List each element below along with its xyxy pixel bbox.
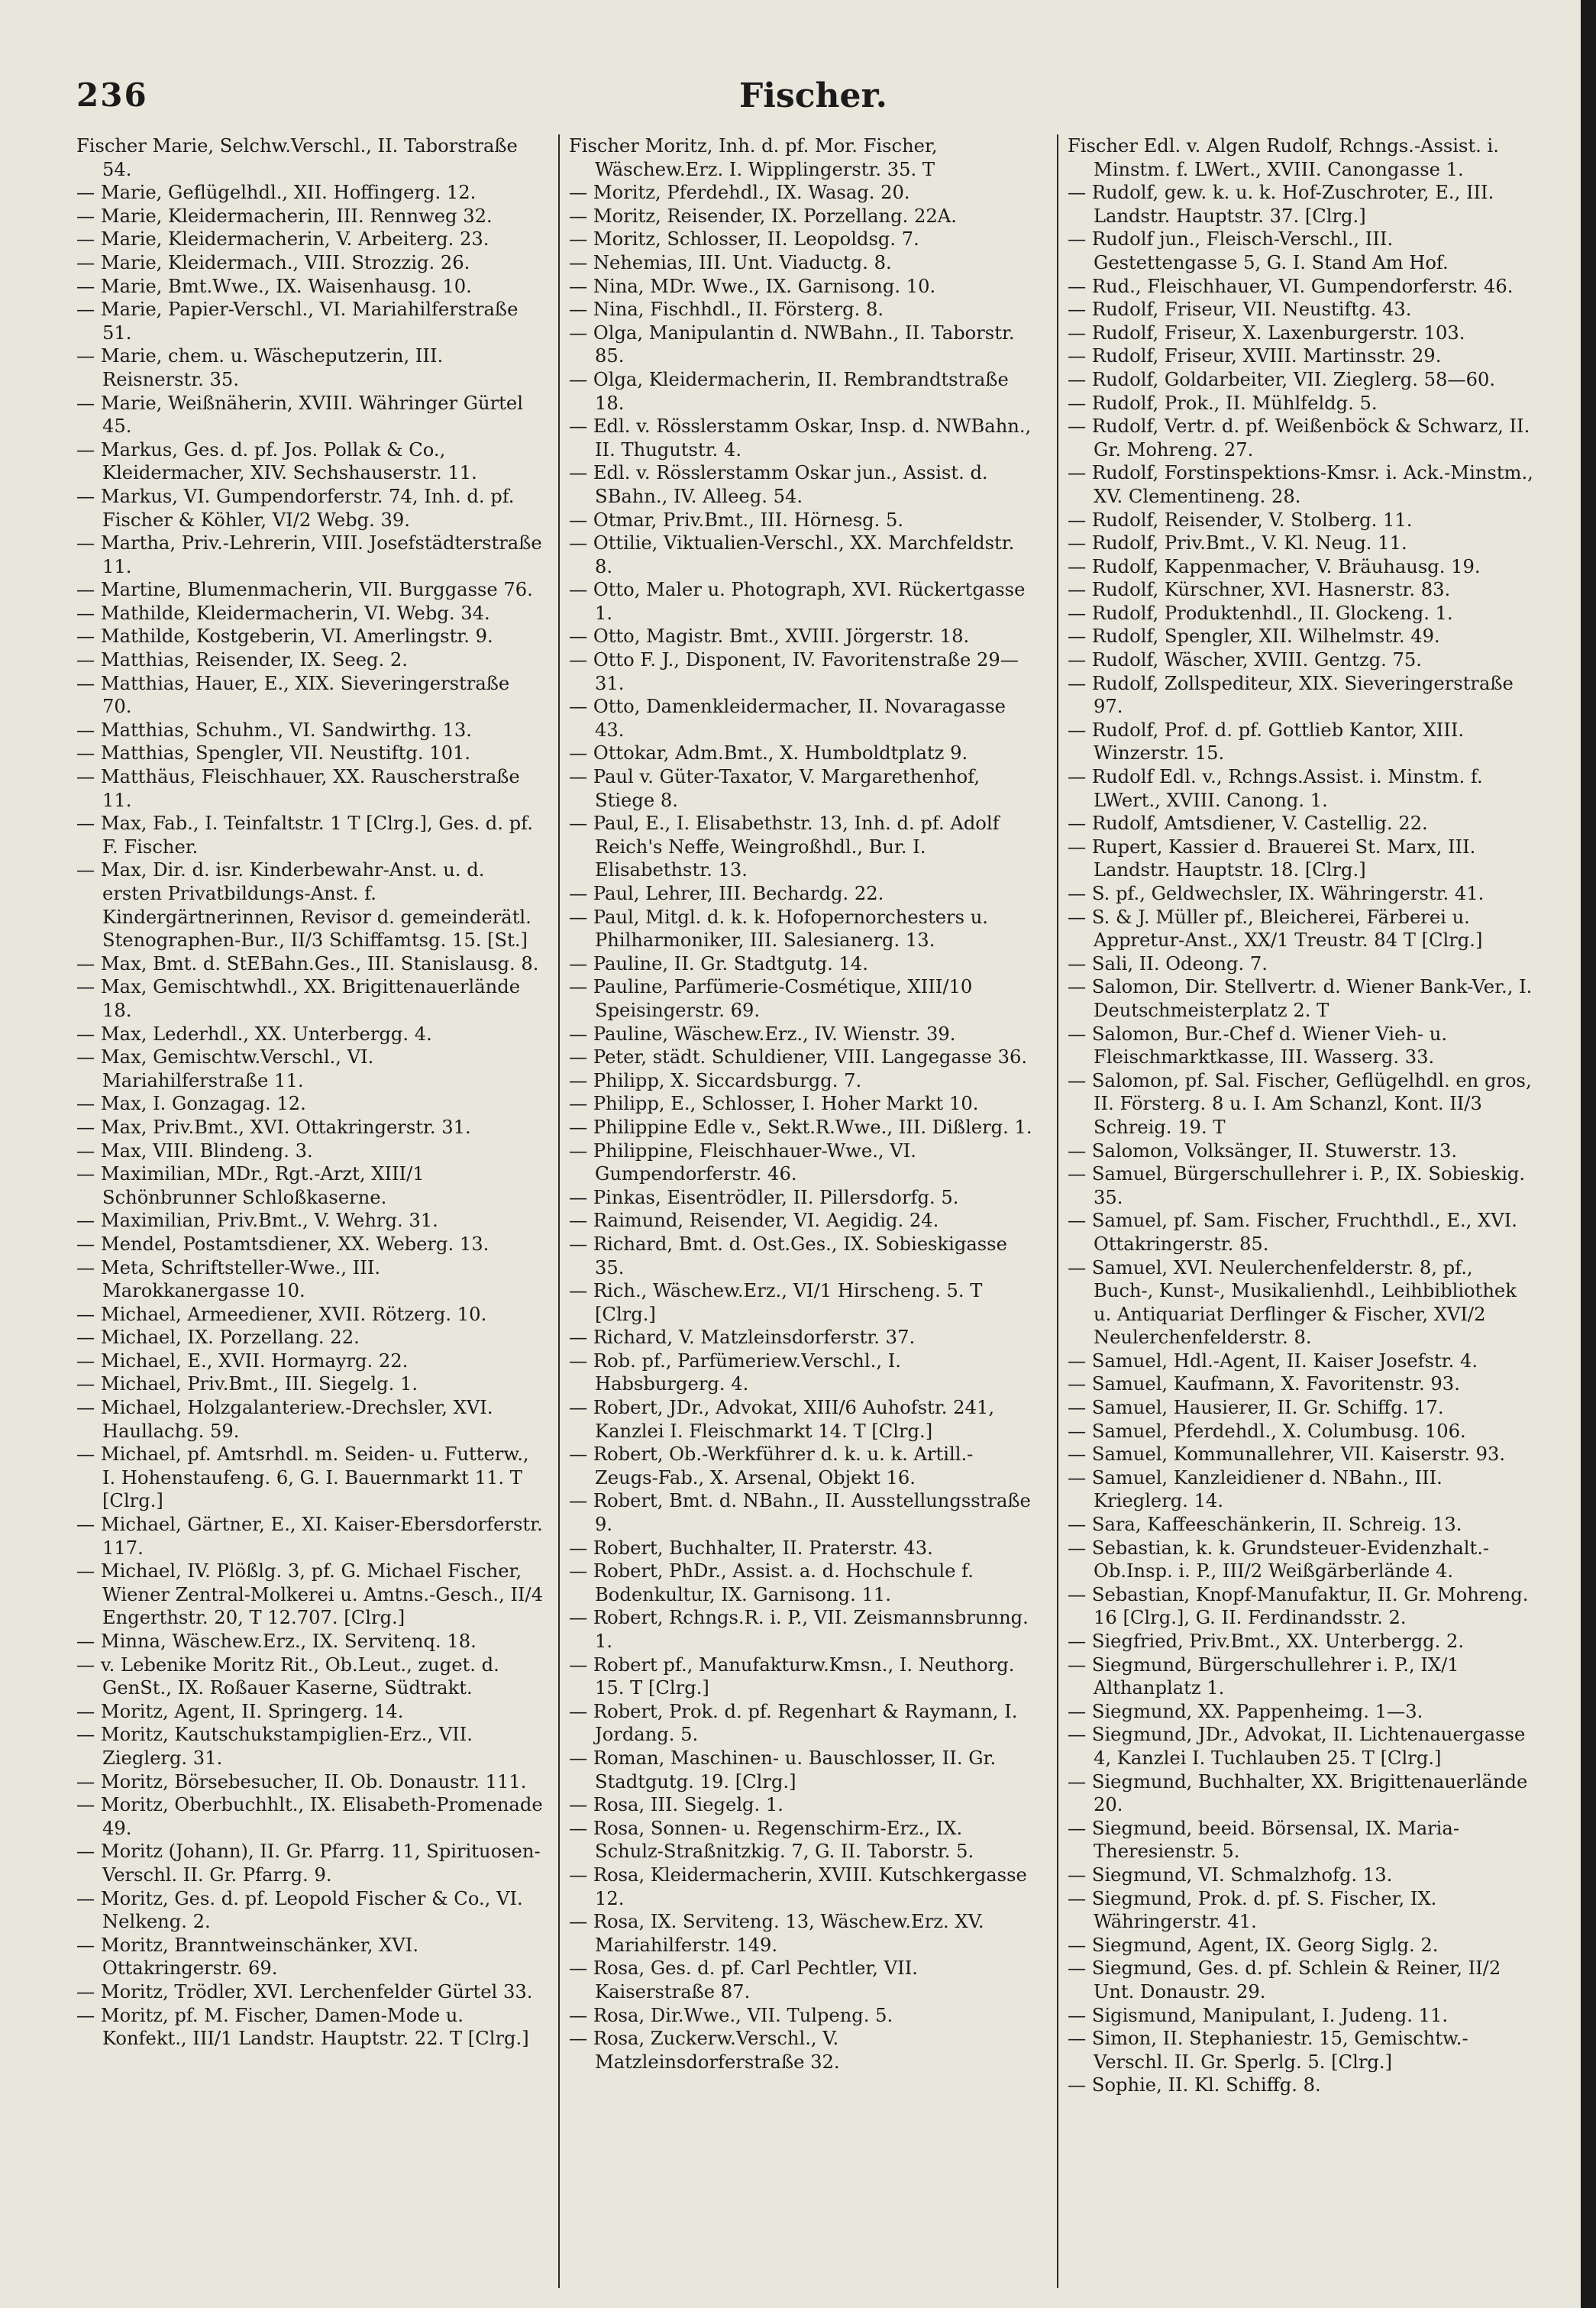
column-3	[1068, 134, 1535, 2296]
directory-entry: — Samuel, Kaufmann, X. Favoritenstr. 93.	[1068, 1373, 1460, 1395]
directory-entry: — Michael, IV. Plößlg. 3, pf. G. Michael Fischer, Wiener Zentral-Molkerei u. Amtns.-Gesch., II/4 Engerthstr. 20, T 12.707. [Clrg.]	[76, 1560, 544, 1629]
directory-entry: — Otto, Magistr. Bmt., XVIII. Jörgerstr. 18.	[569, 625, 970, 648]
directory-entry: — Moritz, Schlosser, II. Leopoldsg. 7.	[569, 228, 919, 251]
directory-entry: — Mathilde, Kostgeberin, VI. Amerlingstr. 9.	[76, 625, 493, 648]
directory-entry: — Paul v. Güter-Taxator, V. Margarethenhof, Stiege 8.	[569, 766, 981, 811]
directory-entry: — Matthäus, Fleischhauer, XX. Rauscherstraße 11.	[76, 766, 520, 811]
directory-entry: — Samuel, Bürgerschullehrer i. P., IX. Sobieskig. 35.	[1068, 1163, 1526, 1208]
directory-entry: — Martine, Blumenmacherin, VII. Burggasse 76.	[76, 579, 533, 601]
directory-entry: — Max, Priv.Bmt., XVI. Ottakringerstr. 31.	[76, 1116, 471, 1138]
directory-entry: — Siegfried, Priv.Bmt., XX. Unterbergg. 2.	[1068, 1631, 1465, 1652]
directory-entry: — Samuel, pf. Sam. Fischer, Fruchthdl., E., XVI. Ottakringerstr. 85.	[1068, 1210, 1517, 1255]
directory-entry: — Marie, Kleidermach., VIII. Strozzig. 26.	[76, 251, 470, 273]
column-divider	[558, 134, 560, 2288]
directory-entry: — Rudolf, Zollspediteur, XIX. Sieveringerstraße 97.	[1068, 672, 1514, 718]
directory-entry: — S. pf., Geldwechsler, IX. Währingerstr. 41.	[1068, 883, 1485, 904]
directory-entry: — Max, Fab., I. Teinfaltstr. 1 T [Clrg.], Ges. d. pf. F. Fischer.	[76, 813, 533, 858]
directory-entry: — Mendel, Postamtsdiener, XX. Weberg. 13.	[76, 1233, 489, 1255]
directory-entry: — Maximilian, Priv.Bmt., V. Wehrg. 31.	[76, 1210, 438, 1232]
directory-entry: — Rud., Fleischhauer, VI. Gumpendorferstr. 46.	[1068, 275, 1514, 297]
directory-entry: — Mathilde, Kleidermacherin, VI. Webg. 34.	[76, 602, 490, 624]
directory-entry: — Edl. v. Rösslerstamm Oskar jun., Assist. d. SBahn., IV. Alleeg. 54.	[569, 462, 988, 507]
page-edge-shadow	[1581, 0, 1596, 2308]
directory-entry: — Michael, Armeediener, XVII. Rötzerg. 10.	[76, 1303, 487, 1325]
directory-entry: — Roman, Maschinen- u. Bauschlosser, II. Gr. Stadtgutg. 19. [Clrg.]	[569, 1747, 997, 1792]
directory-entry: — Rich., Wäschew.Erz., VI/1 Hirscheng. 5. T [Clrg.]	[569, 1280, 983, 1325]
directory-entry: — Robert, JDr., Advokat, XIII/6 Auhofstr. 241, Kanzlei I. Fleischmarkt 14. T [Clrg.]	[569, 1397, 995, 1442]
directory-entry: — Rudolf, Prok., II. Mühlfeldg. 5.	[1068, 392, 1378, 414]
directory-entry: — Raimund, Reisender, VI. Aegidig. 24.	[569, 1210, 939, 1232]
directory-entry: — Richard, V. Matzleinsdorferstr. 37.	[569, 1327, 916, 1349]
directory-entry: — Pauline, II. Gr. Stadtgutg. 14.	[569, 952, 868, 975]
directory-entry: — Max, Dir. d. isr. Kinderbewahr-Anst. u. d. ersten Privatbildungs-Anst. f. Kindergärtnerinnen, Revisor d. gemeinderätl. Stenographen-Bur., II/3 Schiffamtsg. 15. [St.]	[76, 859, 531, 952]
directory-entry: — Rudolf, Friseur, X. Laxenburgerstr. 103.	[1068, 322, 1465, 344]
directory-entry: — Matthias, Schuhm., VI. Sandwirthg. 13.	[76, 719, 472, 741]
directory-entry: — Siegmund, Ges. d. pf. Schlein & Reiner, II/2 Unt. Donaustr. 29.	[1068, 1957, 1501, 2003]
page-number: 236	[76, 76, 148, 114]
directory-entry: — Marie, Weißnäherin, XVIII. Währinger Gürtel 45.	[76, 392, 523, 438]
directory-entry: — Moritz, Branntweinschänker, XVI. Ottakringerstr. 69.	[76, 1934, 419, 1980]
directory-entry: — Moritz (Johann), II. Gr. Pfarrg. 11, Spirituosen-Verschl. II. Gr. Pfarrg. 9.	[76, 1841, 541, 1886]
directory-entry: — Rosa, III. Siegelg. 1.	[569, 1794, 783, 1816]
directory-entry: — Philippine, Fleischhauer-Wwe., VI. Gumpendorferstr. 46.	[569, 1139, 916, 1185]
directory-entry: — Rudolf, gew. k. u. k. Hof-Zuschroter, E., III. Landstr. Hauptstr. 37. [Clrg.]	[1068, 182, 1494, 227]
directory-entry: — Marie, Bmt.Wwe., IX. Waisenhausg. 10.	[76, 275, 472, 297]
directory-entry: — Rudolf Edl. v., Rchngs.Assist. i. Minstm. f. LWert., XVIII. Canong. 1.	[1068, 766, 1483, 811]
directory-entry: — Nina, MDr. Wwe., IX. Garnisong. 10.	[569, 275, 936, 297]
directory-entry: — Samuel, XVI. Neulerchenfelderstr. 8, pf., Buch-, Kunst-, Musikalienhdl., Leihbibliothek u. Antiquariat Derflinger & Fischer, XVI/2 Neulerchenfelderstr. 8.	[1068, 1256, 1517, 1349]
directory-entry: — Rudolf jun., Fleisch-Verschl., III. Gestettengasse 5, G. I. Stand Am Hof.	[1068, 228, 1449, 273]
directory-entry: — Rudolf, Prof. d. pf. Gottlieb Kantor, XIII. Winzerstr. 15.	[1068, 719, 1465, 764]
directory-entry: — Rudolf, Goldarbeiter, VII. Zieglerg. 58—60.	[1068, 368, 1496, 390]
directory-entry: — Moritz, pf. M. Fischer, Damen-Mode u. Konfekt., III/1 Landstr. Hauptstr. 22. T [Clrg.]	[76, 2004, 529, 2050]
directory-entry: — Otmar, Priv.Bmt., III. Hörnesg. 5.	[569, 509, 904, 531]
directory-entry: — Michael, pf. Amtsrhdl. m. Seiden- u. Futterw., I. Hohenstaufeng. 6, G. I. Bauernmarkt 11. T [Clrg.]	[76, 1443, 529, 1512]
directory-entry: — Michael, Gärtner, E., XI. Kaiser-Ebersdorferstr. 117.	[76, 1514, 543, 1559]
directory-entry: — Nina, Fischhdl., II. Försterg. 8.	[569, 299, 884, 321]
directory-entry: — Robert pf., Manufakturw.Kmsn., I. Neuthorg. 15. T [Clrg.]	[569, 1653, 1015, 1699]
directory-entry: — Olga, Kleidermacherin, II. Rembrandtstraße 18.	[569, 368, 1009, 414]
directory-entry: — Sara, Kaffeeschänkerin, II. Schreig. 13.	[1068, 1514, 1462, 1536]
column-2	[569, 134, 1036, 2296]
column-1	[76, 134, 544, 2296]
directory-entry: — Moritz, Trödler, XVI. Lerchenfelder Gürtel 33.	[76, 1980, 533, 2003]
directory-entry: — Ottilie, Viktualien-Verschl., XX. Marchfeldstr. 8.	[569, 532, 1015, 577]
directory-entry: — Peter, städt. Schuldiener, VIII. Langegasse 36.	[569, 1046, 1028, 1068]
directory-entry: — Sophie, II. Kl. Schiffg. 8.	[1068, 2074, 1321, 2096]
directory-entry: — Pinkas, Eisentrödler, II. Pillersdorfg. 5.	[569, 1186, 959, 1208]
directory-entry: — Simon, II. Stephaniestr. 15, Gemischtw.-Verschl. II. Gr. Sperlg. 5. [Clrg.]	[1068, 2028, 1468, 2073]
directory-entry: Fischer Moritz, Inh. d. pf. Mor. Fischer, Wäschew.Erz. I. Wipplingerstr. 35. T	[569, 135, 938, 180]
directory-entry: — Rosa, Kleidermacherin, XVIII. Kutschkergasse 12.	[569, 1864, 1027, 1909]
directory-entry: — Samuel, Kanzleidiener d. NBahn., III. Krieglerg. 14.	[1068, 1466, 1443, 1512]
directory-entry: — Rudolf, Kappenmacher, V. Bräuhausg. 19.	[1068, 555, 1481, 577]
directory-entry: — Moritz, Pferdehdl., IX. Wasag. 20.	[569, 182, 910, 204]
directory-entry: — Robert, Buchhalter, II. Praterstr. 43.	[569, 1537, 933, 1559]
directory-entry: — Siegmund, beeid. Börsensal, IX. Maria-Theresienstr. 5.	[1068, 1817, 1460, 1863]
directory-entry: — Salomon, pf. Sal. Fischer, Geflügelhdl. en gros, II. Försterg. 8 u. I. Am Schanzl, Kont. II/3 Schreig. 19. T	[1068, 1069, 1532, 1138]
directory-entry: — Robert, Prok. d. pf. Regenhart & Raymann, I. Jordang. 5.	[569, 1700, 1018, 1746]
directory-entry: — Sigismund, Manipulant, I. Judeng. 11.	[1068, 2004, 1449, 2026]
directory-entry: — Max, I. Gonzagag. 12.	[76, 1093, 306, 1115]
directory-entry: — S. & J. Müller pf., Bleicherei, Färberei u. Appretur-Anst., XX/1 Treustr. 84 T [Clrg.]	[1068, 906, 1483, 952]
directory-entry: — Paul, Lehrer, III. Bechardg. 22.	[569, 883, 884, 904]
directory-entry: — Rosa, Zuckerw.Verschl., V. Matzleinsdorferstraße 32.	[569, 2028, 840, 2073]
directory-entry: — Max, Gemischtwhdl., XX. Brigittenauerlände 18.	[76, 976, 521, 1021]
directory-entry: — Robert, PhDr., Assist. a. d. Hochschule f. Bodenkultur, IX. Garnisong. 11.	[569, 1560, 974, 1605]
directory-entry: — Rudolf, Friseur, XVIII. Martinsstr. 29.	[1068, 345, 1442, 367]
directory-entry: — Siegmund, Prok. d. pf. S. Fischer, IX. Währingerstr. 41.	[1068, 1887, 1437, 1933]
directory-entry: — Philippine Edle v., Sekt.R.Wwe., III. Dißlerg. 1.	[569, 1116, 1032, 1138]
directory-entry: — Marie, Kleidermacherin, III. Rennweg 32.	[76, 205, 493, 227]
directory-entry: — Siegmund, Bürgerschullehrer i. P., IX/1 Althanplatz 1.	[1068, 1653, 1459, 1699]
directory-entry: — Ottokar, Adm.Bmt., X. Humboldtplatz 9.	[569, 742, 968, 764]
directory-entry: — Samuel, Pferdehdl., X. Columbusg. 106.	[1068, 1420, 1466, 1442]
directory-entry: — Moritz, Oberbuchhlt., IX. Elisabeth-Promenade 49.	[76, 1794, 543, 1839]
directory-entry: — Markus, VI. Gumpendorferstr. 74, Inh. d. pf. Fischer & Köhler, VI/2 Webg. 39.	[76, 485, 515, 531]
directory-entry: — Rudolf, Friseur, VII. Neustiftg. 43.	[1068, 299, 1412, 321]
directory-entry: — Minna, Wäschew.Erz., IX. Servitenq. 18.	[76, 1631, 477, 1652]
directory-entry: — Rosa, Sonnen- u. Regenschirm-Erz., IX. Schulz-Straßnitzkig. 7, G. II. Taborstr. 5.	[569, 1817, 974, 1863]
column-divider	[1057, 134, 1058, 2288]
page-title: Fischer.	[739, 76, 887, 115]
directory-entry: — Nehemias, III. Unt. Viaductg. 8.	[569, 251, 892, 273]
directory-entry: — Rosa, IX. Serviteng. 13, Wäschew.Erz. XV. Mariahilferstr. 149.	[569, 1911, 984, 1956]
directory-entry: — v. Lebenike Moritz Rit., Ob.Leut., zuget. d. GenSt., IX. Roßauer Kaserne, Südtrakt.	[76, 1653, 499, 1699]
directory-entry: — Moritz, Agent, II. Springerg. 14.	[76, 1700, 404, 1722]
directory-entry: — Paul, E., I. Elisabethstr. 13, Inh. d. pf. Adolf Reich's Neffe, Weingroßhdl., Bur. I. Elisabethstr. 13.	[569, 813, 1000, 881]
directory-entry: — Rudolf, Produktenhdl., II. Glockeng. 1.	[1068, 602, 1453, 624]
directory-entry: — Michael, IX. Porzellang. 22.	[76, 1327, 360, 1349]
directory-entry: — Meta, Schriftsteller-Wwe., III. Marokkanergasse 10.	[76, 1256, 381, 1302]
directory-entry: — Richard, Bmt. d. Ost.Ges., IX. Sobieskigasse 35.	[569, 1233, 1007, 1278]
directory-entry: — Matthias, Hauer, E., XIX. Sieveringerstraße 70.	[76, 672, 510, 718]
directory-entry: — Siegmund, XX. Pappenheimg. 1—3.	[1068, 1700, 1423, 1722]
page-header	[76, 76, 1550, 122]
directory-entry: — Salomon, Dir. Stellvertr. d. Wiener Bank-Ver., I. Deutschmeisterplatz 2. T	[1068, 976, 1533, 1021]
directory-entry: — Samuel, Hausierer, II. Gr. Schiffg. 17.	[1068, 1397, 1444, 1419]
directory-entry: — Marie, chem. u. Wäscheputzerin, III. Reisnerstr. 35.	[76, 345, 444, 390]
directory-entry: — Rob. pf., Parfümeriew.Verschl., I. Habsburgerg. 4.	[569, 1350, 901, 1395]
directory-entry: — Robert, Bmt. d. NBahn., II. Ausstellungsstraße 9.	[569, 1490, 1031, 1536]
directory-entry: — Marie, Kleidermacherin, V. Arbeiterg. 23.	[76, 228, 489, 251]
directory-entry: — Edl. v. Rösslerstamm Oskar, Insp. d. NWBahn., II. Thugutstr. 4.	[569, 415, 1032, 461]
directory-entry: — Rudolf, Wäscher, XVIII. Gentzg. 75.	[1068, 649, 1422, 671]
directory-entry: Fischer Marie, Selchw.Verschl., II. Taborstraße 54.	[76, 135, 518, 180]
directory-entry: — Otto, Damenkleidermacher, II. Novaragasse 43.	[569, 696, 1006, 741]
directory-entry: — Rosa, Ges. d. pf. Carl Pechtler, VII. Kaiserstraße 87.	[569, 1957, 918, 2003]
directory-entry: — Salomon, Volksänger, II. Stuwerstr. 13.	[1068, 1139, 1458, 1162]
directory-entry: — Samuel, Hdl.-Agent, II. Kaiser Josefstr. 4.	[1068, 1350, 1478, 1372]
directory-entry: — Rudolf, Forstinspektions-Kmsr. i. Ack.-Minstm., XV. Clementineng. 28.	[1068, 462, 1533, 507]
directory-entry: — Sebastian, k. k. Grundsteuer-Evidenzhalt.-Ob.Insp. i. P., III/2 Weißgärberlände 4.	[1068, 1537, 1490, 1582]
directory-entry: — Rudolf, Spengler, XII. Wilhelmstr. 49.	[1068, 625, 1440, 648]
directory-entry: — Robert, Rchngs.R. i. P., VII. Zeismannsbrunng. 1.	[569, 1607, 1029, 1652]
directory-entry: — Rupert, Kassier d. Brauerei St. Marx, III. Landstr. Hauptstr. 18. [Clrg.]	[1068, 836, 1476, 881]
directory-entry: — Markus, Ges. d. pf. Jos. Pollak & Co., Kleidermacher, XIV. Sechshauserstr. 11.	[76, 438, 477, 484]
directory-entry: — Maximilian, MDr., Rgt.-Arzt, XIII/1 Schönbrunner Schloßkaserne.	[76, 1163, 425, 1208]
directory-entry: Fischer Edl. v. Algen Rudolf, Rchngs.-Assist. i. Minstm. f. LWert., XVIII. Canongasse 1.	[1068, 135, 1499, 180]
directory-entry: — Sali, II. Odeong. 7.	[1068, 952, 1268, 975]
directory-entry: — Rudolf, Reisender, V. Stolberg. 11.	[1068, 509, 1413, 531]
directory-entry: — Philipp, E., Schlosser, I. Hoher Markt 10.	[569, 1093, 979, 1115]
directory-entry: — Matthias, Reisender, IX. Seeg. 2.	[76, 649, 408, 671]
directory-entry: — Siegmund, VI. Schmalzhofg. 13.	[1068, 1864, 1393, 1886]
directory-entry: — Michael, E., XVII. Hormayrg. 22.	[76, 1350, 409, 1372]
directory-entry: — Moritz, Kautschukstampiglien-Erz., VII. Zieglerg. 31.	[76, 1724, 473, 1769]
directory-entry: — Max, VIII. Blindeng. 3.	[76, 1139, 313, 1162]
directory-entry: — Olga, Manipulantin d. NWBahn., II. Taborstr. 85.	[569, 322, 1015, 367]
directory-entry: — Marie, Geflügelhdl., XII. Hoffingerg. 12.	[76, 182, 477, 204]
directory-entry: — Rudolf, Amtsdiener, V. Castellig. 22.	[1068, 813, 1428, 835]
directory-entry: — Max, Bmt. d. StEBahn.Ges., III. Stanislausg. 8.	[76, 952, 539, 975]
directory-entry: — Max, Lederhdl., XX. Unterbergg. 4.	[76, 1023, 432, 1045]
directory-entry: — Otto F. J., Disponent, IV. Favoritenstraße 29—31.	[569, 649, 1019, 694]
directory-entry: — Pauline, Parfümerie-Cosmétique, XIII/10 Speisingerstr. 69.	[569, 976, 973, 1021]
directory-entry: — Michael, Priv.Bmt., III. Siegelg. 1.	[76, 1373, 418, 1395]
directory-entry: — Moritz, Reisender, IX. Porzellang. 22A.	[569, 205, 957, 227]
directory-entry: — Matthias, Spengler, VII. Neustiftg. 101.	[76, 742, 471, 764]
directory-entry: — Marie, Papier-Verschl., VI. Mariahilferstraße 51.	[76, 299, 519, 344]
directory-entry: — Siegmund, Agent, IX. Georg Siglg. 2.	[1068, 1934, 1439, 1956]
directory-entry: — Martha, Priv.-Lehrerin, VIII. Josefstädterstraße 11.	[76, 532, 542, 577]
directory-entry: — Robert, Ob.-Werkführer d. k. u. k. Artill.-Zeugs-Fab., X. Arsenal, Objekt 16.	[569, 1443, 974, 1489]
directory-entry: — Siegmund, JDr., Advokat, II. Lichtenauergasse 4, Kanzlei I. Tuchlauben 25. T [Clrg.]	[1068, 1724, 1526, 1769]
directory-entry: — Siegmund, Buchhalter, XX. Brigittenauerlände 20.	[1068, 1770, 1528, 1816]
directory-entry: — Otto, Maler u. Photograph, XVI. Rückertgasse 1.	[569, 579, 1026, 624]
directory-entry: — Rosa, Dir.Wwe., VII. Tulpeng. 5.	[569, 2004, 893, 2026]
directory-entry: — Pauline, Wäschew.Erz., IV. Wienstr. 39.	[569, 1023, 956, 1045]
directory-entry: — Rudolf, Vertr. d. pf. Weißenböck & Schwarz, II. Gr. Mohreng. 27.	[1068, 415, 1530, 461]
directory-entry: — Rudolf, Priv.Bmt., V. Kl. Neug. 11.	[1068, 532, 1407, 554]
directory-entry: — Sebastian, Knopf-Manufaktur, II. Gr. Mohreng. 16 [Clrg.], G. II. Ferdinandsstr. 2.	[1068, 1583, 1529, 1629]
directory-entry: — Michael, Holzgalanteriew.-Drechsler, XVI. Haullachg. 59.	[76, 1397, 493, 1442]
directory-entry: — Paul, Mitgl. d. k. k. Hofopernorchesters u. Philharmoniker, III. Salesianerg. 13.	[569, 906, 988, 952]
directory-entry: — Moritz, Börsebesucher, II. Ob. Donaustr. 111.	[76, 1770, 527, 1792]
directory-entry: — Max, Gemischtw.Verschl., VI. Mariahilferstraße 11.	[76, 1046, 374, 1091]
directory-entry: — Salomon, Bur.-Chef d. Wiener Vieh- u. Fleischmarktkasse, III. Wasserg. 33.	[1068, 1023, 1448, 1068]
directory-entry: — Rudolf, Kürschner, XVI. Hasnerstr. 83.	[1068, 579, 1451, 601]
directory-entry: — Samuel, Kommunallehrer, VII. Kaiserstr. 93.	[1068, 1443, 1506, 1466]
directory-entry: — Philipp, X. Siccardsburgg. 7.	[569, 1069, 862, 1091]
directory-entry: — Moritz, Ges. d. pf. Leopold Fischer & Co., VI. Nelkeng. 2.	[76, 1887, 523, 1933]
